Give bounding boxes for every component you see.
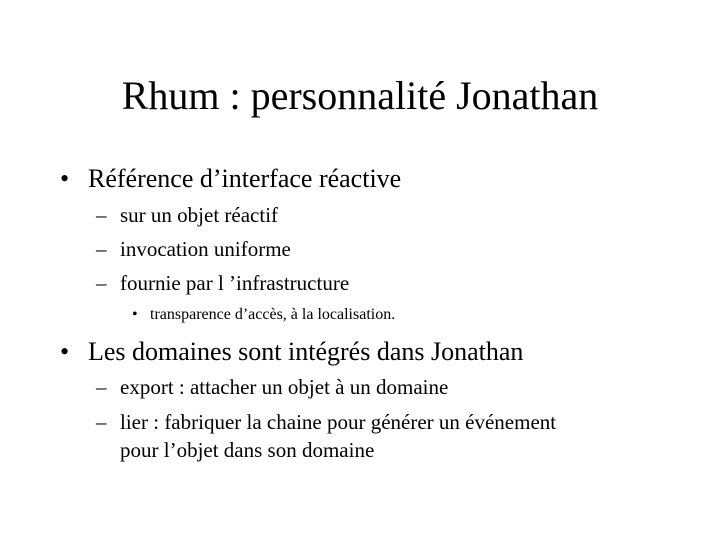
dash-marker: – [96, 410, 107, 434]
bullet-text: Référence d’interface réactive [88, 164, 402, 193]
sub-bullet-continuation-text: pour l’objet dans son domaine [120, 438, 375, 462]
sub-sub-bullet-text: transparence d’accès, à la localisation. [150, 306, 396, 323]
bullet-marker: • [132, 306, 138, 323]
sub-bullet-text: sur un objet réactif [120, 203, 279, 227]
sub-bullet-text: lier : fabriquer la chaine pour générer un événement [120, 410, 557, 434]
dash-marker: – [96, 203, 107, 227]
sub-bullet-text: fournie par l ’infrastructure [120, 271, 350, 295]
sub-bullet-text: export : attacher un objet à un domaine [120, 375, 449, 399]
dash-marker: – [96, 271, 107, 295]
bullet-marker: • [60, 337, 70, 366]
slide-title: Rhum : personnalité Jonathan [121, 73, 599, 118]
bullet-marker: • [60, 164, 70, 193]
dash-marker: – [96, 237, 107, 261]
bullet-text: Les domaines sont intégrés dans Jonathan [88, 337, 524, 366]
sub-bullet-text: invocation uniforme [120, 237, 291, 261]
dash-marker: – [96, 375, 107, 399]
